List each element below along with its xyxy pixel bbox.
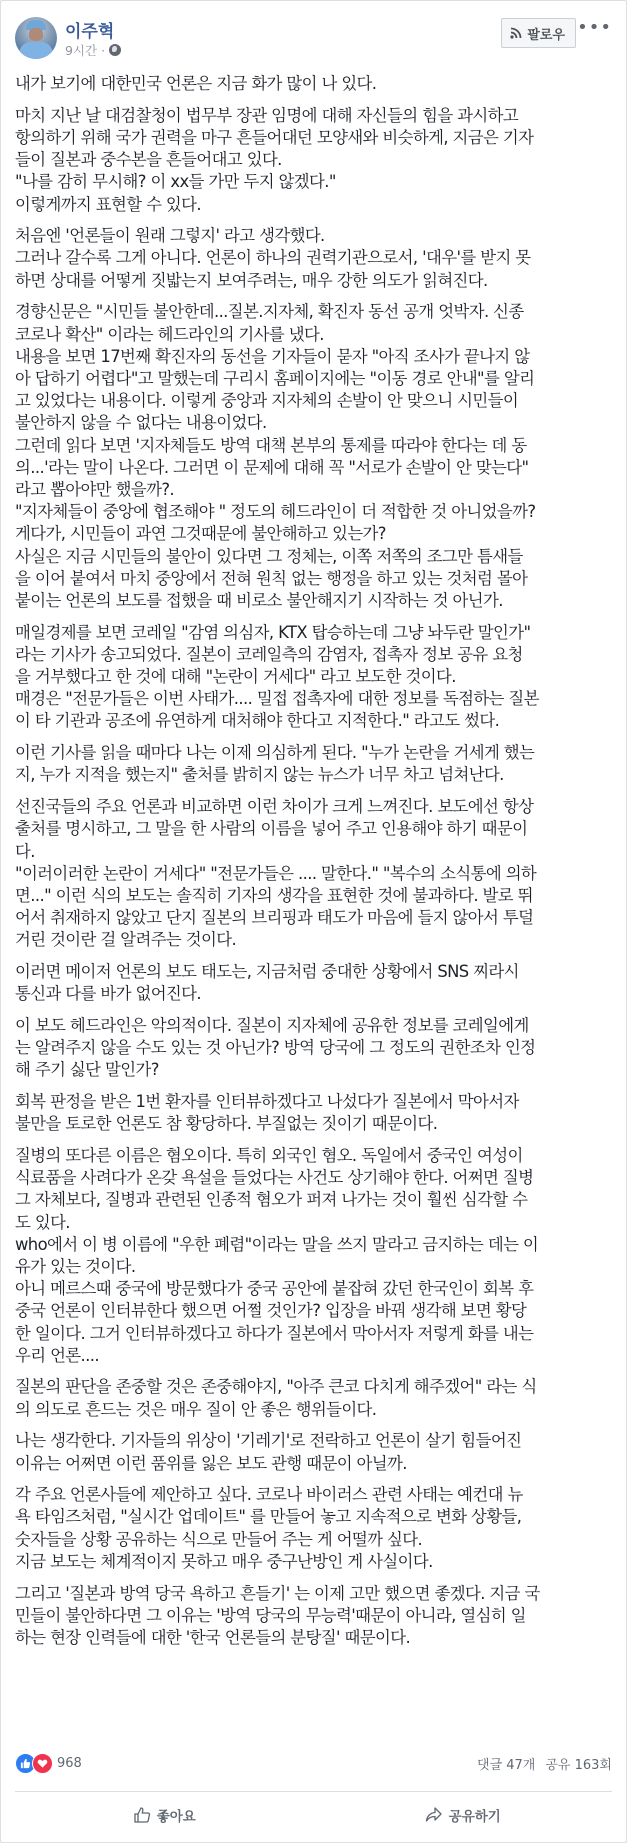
paragraph-line: 하는 현장 인력들에 대한 '한국 언론들의 분탕질' 때문이다. (15, 1628, 411, 1647)
post-paragraph (15, 73, 611, 95)
follow-label: 팔로우 (527, 27, 565, 43)
follow-button[interactable] (501, 18, 576, 48)
paragraph-line: 아니 메르스때 중국에 방문했다가 중국 공안에 붙잡혀 갔던 한국인이 회복 후 (15, 1279, 534, 1299)
post-paragraph (15, 105, 611, 216)
paragraph-line: 경향신문은 "시민들 불안한데...질본.지자체, 확진자 동선 공개 엇박자. 신종 (15, 302, 524, 322)
paragraph-line: 불만을 토로한 언론도 참 황당하다. 부질없는 짓이기 때문이다. (15, 1114, 438, 1134)
paragraph-line: 지금 보도는 체계적이지 못하고 매우 중구난방인 게 사실이다. (15, 1551, 433, 1571)
thumbs-up-icon (133, 1806, 151, 1824)
meta-separator: · (101, 42, 106, 58)
paragraph-line: 거린 것이란 걸 알려주는 것이다. (15, 930, 237, 950)
paragraph-line: 코로나 확산" 이라는 헤드라인의 기사를 냈다. (15, 324, 324, 344)
paragraph-line: 불안하지 않을 수 없다는 내용이었다. (15, 413, 267, 433)
post-paragraph (15, 225, 611, 292)
engagement-counts (477, 1754, 612, 1773)
globe-icon[interactable] (109, 44, 121, 56)
paragraph-line: 하면 상대를 어떻게 짓밟는지 보여주려는, 매우 강한 의도가 읽혀진다. (15, 270, 488, 290)
more-options-icon[interactable]: ••• (577, 17, 612, 38)
paragraph-line: 그런데 읽다 보면 '지자체들도 방역 대책 본부의 통제를 따라야 한다는 데 동 (15, 435, 527, 455)
paragraph-line: 회복 판정을 받은 1번 환자를 인터뷰하겠다고 나섰다가 질본에서 막아서자 (15, 1092, 519, 1112)
paragraph-line: 다. (15, 841, 35, 861)
post-paragraph (15, 1484, 611, 1573)
rss-icon (510, 27, 522, 39)
paragraph-line: 욕 타임즈처럼, "실시간 업데이트" 를 만들어 놓고 지속적으로 변화 상황들, (15, 1507, 522, 1527)
post-meta (65, 41, 121, 59)
post-paragraph (15, 1015, 611, 1082)
avatar-face (29, 28, 43, 41)
author-name[interactable]: 이주혁 (65, 22, 115, 42)
paragraph-line: 각 주요 언론사들에 제안하고 싶다. 코로나 바이러스 관련 사태는 예컨대 뉴 (15, 1485, 523, 1505)
paragraph-line: 중국 언론이 인터뷰한다 했으면 어쩔 것인가? 입장을 바꿔 생각해 보면 황당 (15, 1301, 527, 1321)
paragraph-line: 숫자들을 상황 공유하는 식으로 만들어 주는 게 어떨까 싶다. (15, 1529, 423, 1549)
post-paragraph (15, 1145, 611, 1367)
share-icon (425, 1806, 443, 1824)
paragraph-line: "지자체들이 중앙에 협조해야 " 정도의 헤드라인이 더 적합한 것 아니었을까? (15, 502, 536, 522)
paragraph-line: 이런 기사를 읽을 때마다 나는 이제 의심하게 된다. "누가 논란을 거세게 했는 (15, 743, 535, 763)
paragraph-line: 이 보도 헤드라인은 악의적이다. 질본이 지자체에 공유한 정보를 코레일에게 (15, 1015, 529, 1035)
paragraph-line: 도 있다. (15, 1212, 70, 1232)
post-paragraph (15, 1430, 611, 1474)
paragraph-line: 을 이어 붙여서 마치 중앙에서 전혀 원칙 없는 행정을 하고 있는 것처럼 몰아 (15, 568, 528, 588)
reaction-count: 968 (57, 1755, 82, 1771)
paragraph-line: 그 자체보다, 질병과 관련된 인종적 혐오가 퍼져 나가는 것이 훨씬 심각할 수 (15, 1190, 528, 1210)
post-paragraph (15, 1376, 611, 1420)
paragraph-line: 아 답하기 어렵다"고 말했는데 구리시 홈페이지에는 "이동 경로 안내"를 알리 (15, 368, 535, 388)
paragraph-line: 내가 보기에 대한민국 언론은 지금 화가 많이 나 있다. (15, 74, 377, 93)
paragraph-line: "이러이러한 논란이 거세다" "전문가들은 .... 말한다." "복수의 소식통에 의하 (15, 863, 537, 883)
post-header (15, 15, 614, 67)
like-label: 좋아요 (156, 1809, 196, 1825)
paragraph-line: 붙이는 언론의 보도를 접했을 때 비로소 불안해지기 시작하는 것 아닌가. (15, 590, 503, 610)
avatar-body (19, 42, 53, 59)
comment-count-link[interactable]: 댓글 47개 (477, 1757, 536, 1773)
paragraph-line: 사실은 지금 시민들의 불안이 있다면 그 정체는, 이쪽 저쪽의 조그만 틈새들 (15, 546, 523, 566)
paragraph-line: 유가 있는 것이다. (15, 1256, 136, 1276)
paragraph-line: 의 의도로 흔드는 것은 매우 질이 안 좋은 행위들이다. (15, 1399, 377, 1419)
paragraph-line: 출처를 명시하고, 그 말을 한 사람의 이름을 넣어 주고 인용해야 하기 때문이 (15, 819, 528, 839)
paragraph-line: 내용을 보면 17번째 확진자의 동선을 기자들이 묻자 "아직 조사가 끝나지 않 (15, 346, 530, 366)
post-paragraph (15, 1583, 611, 1650)
post-paragraph (15, 301, 611, 612)
post-actions (15, 1793, 612, 1837)
share-count-link[interactable]: 공유 163회 (545, 1757, 612, 1773)
paragraph-line: 우리 언론.... (15, 1345, 99, 1365)
paragraph-line: 들이 질본과 중수본을 흔들어대고 있다. (15, 150, 282, 170)
timestamp[interactable]: 9시간 (65, 43, 98, 58)
post-paragraph (15, 796, 611, 951)
paragraph-line: 이유는 어쩌면 이런 품위를 잃은 보도 관행 때문이 아닐까. (15, 1453, 407, 1473)
paragraph-line: 마치 지난 날 대검찰청이 법무부 장관 임명에 대해 자신들의 힘을 과시하고 (15, 105, 519, 125)
paragraph-line: 매경은 "전문가들은 이번 사태가.... 밀접 접촉자에 대한 정보를 독점하는 질본 (15, 689, 539, 709)
paragraph-line: 그리고 '질본과 방역 당국 욕하고 흔들기' 는 이제 고만 했으면 좋겠다. 지금 국 (15, 1583, 540, 1603)
post-body (15, 73, 611, 1659)
paragraph-line: 식료품을 사려다가 온갖 욕설을 들었다는 사건도 상기해야 한다. 어쩌면 질병 (15, 1168, 534, 1188)
paragraph-line: 지, 누가 지적을 했는지" 출처를 밝히지 않는 뉴스가 너무 차고 넘쳐난다. (15, 765, 504, 785)
paragraph-line: 처음엔 '언론들이 원래 그렇지' 라고 생각했다. (15, 226, 325, 246)
paragraph-line: who에서 이 병 이름에 "우한 폐렴"이라는 말을 쓰지 말라고 금지하는 데는 이 (15, 1234, 539, 1254)
paragraph-line: 매일경제를 보면 코레일 "감염 의심자, KTX 탑승하는데 그냥 놔두란 말인가" (15, 622, 531, 642)
post-paragraph (15, 742, 611, 786)
paragraph-line: 나는 생각한다. 기자들의 위상이 '기레기'로 전락하고 언론이 살기 힘들어진 (15, 1431, 522, 1451)
reactions-summary[interactable] (15, 1753, 82, 1774)
paragraph-line: 그러나 갈수록 그게 아니다. 언론이 하나의 권력기관으로서, '대우'를 받지 못 (15, 248, 531, 268)
post-paragraph (15, 622, 611, 733)
post-stats (15, 1749, 612, 1777)
paragraph-line: 이 타 기관과 공조에 유연하게 대처해야 한다고 지적한다." 라고도 썼다. (15, 711, 500, 731)
post-paragraph (15, 1091, 611, 1135)
paragraph-line: 민들이 불안하다면 그 이유는 '방역 당국의 무능력'때문이 아니라, 열심히 일 (15, 1605, 526, 1625)
paragraph-line: 질본의 판단을 존중할 것은 존중해야지, "아주 큰코 다치게 해주겠어" 라는 식 (15, 1377, 537, 1397)
paragraph-line: 한 일이다. 그거 인터뷰하겠다고 하다가 질본에서 막아서자 저렇게 화를 내는 (15, 1323, 534, 1343)
paragraph-line: 게다가, 시민들이 과연 그것때문에 불안해하고 있는가? (15, 524, 386, 544)
paragraph-line: "나를 감히 무시해? 이 xx들 가만 두지 않겠다." (15, 172, 336, 192)
post-paragraph (15, 961, 611, 1005)
paragraph-line: 질병의 또다른 이름은 혐오이다. 특히 외국인 혐오. 독일에서 중국인 여성이 (15, 1145, 523, 1165)
paragraph-line: 이러면 메이저 언론의 보도 태도는, 지금처럼 중대한 상황에서 SNS 찌라시 (15, 962, 519, 982)
paragraph-line: 선진국들의 주요 언론과 비교하면 이런 차이가 크게 느껴진다. 보도에선 항상 (15, 797, 534, 817)
paragraph-line: 항의하기 위해 국가 권력을 마구 흔들어대던 모양새와 비슷하게, 지금은 기자 (15, 127, 534, 147)
paragraph-line: 이렇게까지 표현할 수 있다. (15, 194, 202, 214)
share-button[interactable] (314, 1793, 613, 1837)
love-reaction-icon (32, 1753, 53, 1774)
paragraph-line: 해 주기 싫단 말인가? (15, 1060, 159, 1080)
paragraph-line: 라는 기사가 송고되었다. 질본이 코레일측의 감염자, 접촉자 정보 공유 요청 (15, 644, 523, 664)
avatar[interactable] (15, 17, 57, 59)
paragraph-line: 고 있었다는 내용이다. 이렇게 중앙과 지자체의 손발이 안 맞으니 시민들이 (15, 391, 519, 411)
paragraph-line: 면..." 이런 식의 보도는 솔직히 기자의 생각을 표현한 것에 불과하다. 발로 뛰 (15, 885, 533, 905)
paragraph-line: 통신과 다를 바가 없어진다. (15, 984, 202, 1004)
paragraph-line: 어서 취재하지 않았고 단지 질본의 브리핑과 태도가 마음에 들지 않아서 투덜 (15, 908, 534, 928)
paragraph-line: 의...'라는 말이 나온다. 그러면 이 문제에 대해 꼭 "서로가 손발이 안 맞는다" (15, 457, 529, 477)
share-label: 공유하기 (448, 1809, 501, 1825)
paragraph-line: 을 거부했다고 한 것에 대해 "논란이 거세다" 라고 보도한 것이다. (15, 667, 456, 687)
like-button[interactable] (15, 1793, 314, 1837)
paragraph-line: 라고 뽑아야만 했을까?. (15, 479, 175, 499)
actions-divider (15, 1791, 612, 1792)
paragraph-line: 는 알려주지 않을 수도 있는 것 아닌가? 방역 당국에 그 정도의 권한조차 인정 (15, 1038, 536, 1058)
